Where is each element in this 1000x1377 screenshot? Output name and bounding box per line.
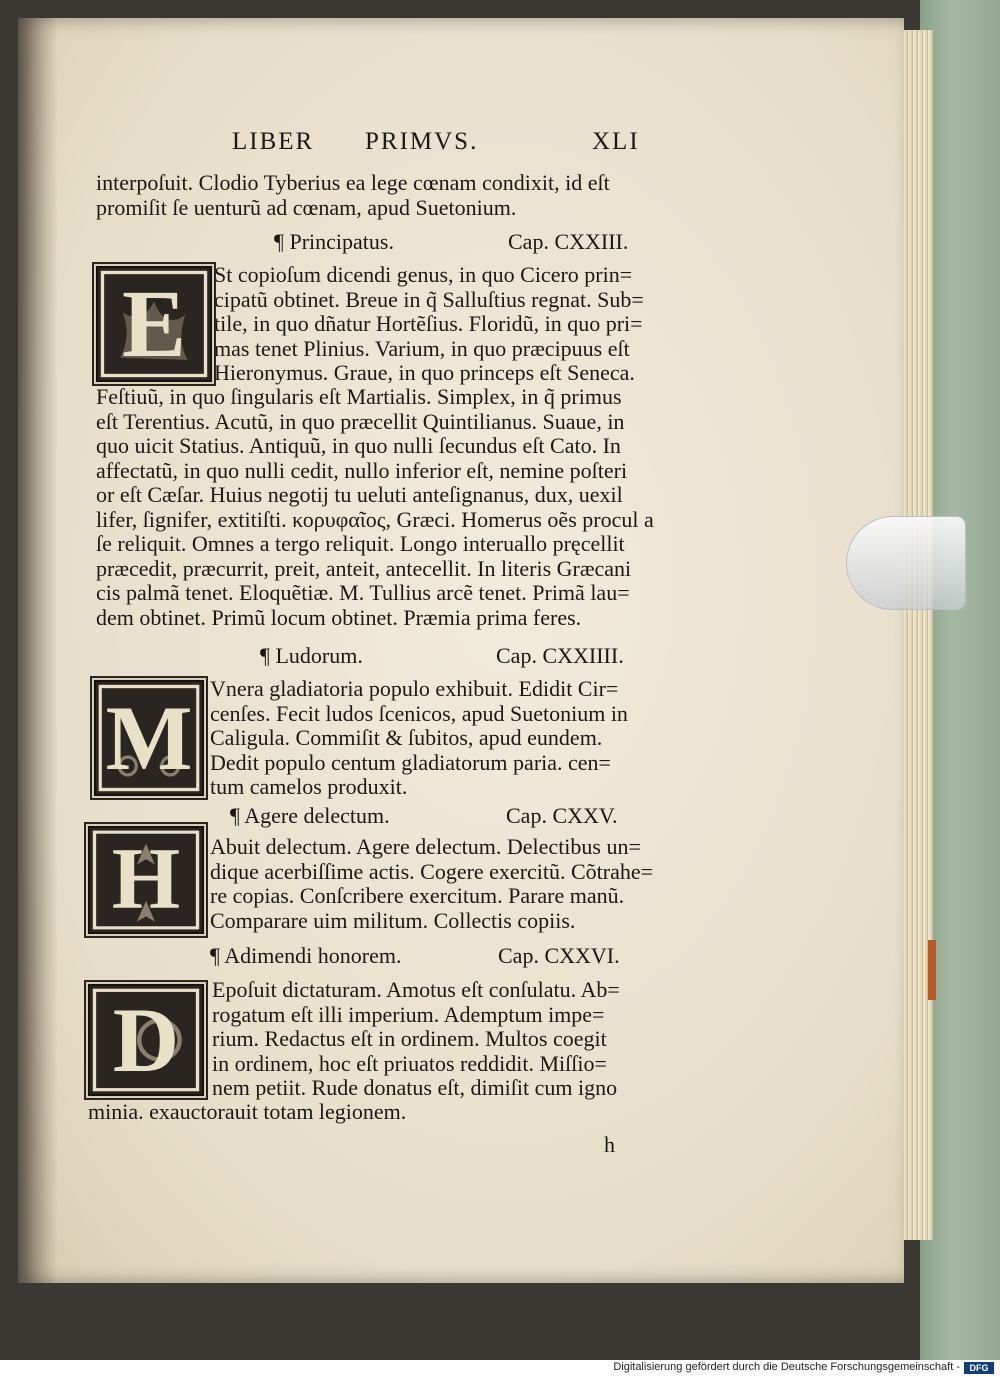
- chapter-number: Cap. CXXIII.: [508, 229, 629, 254]
- text-line: Comparare uim militum. Collectis copiis.: [210, 907, 576, 933]
- text-line: Hieronymus. Graue, in quo princeps eſt Seneca.: [214, 360, 635, 385]
- chapter-number: Cap. CXXV.: [506, 803, 618, 828]
- text-line: minia. exauctorauit totam legionem.: [88, 1099, 407, 1124]
- woodcut-initial-h-icon: [88, 826, 204, 934]
- page-clip-icon: [846, 516, 966, 610]
- bookmark-tab: [928, 940, 936, 1000]
- text-line: Epoſuit dictaturam. Amotus eſt conſulatu. Ab=: [212, 977, 620, 1002]
- initial-letter: D: [112, 989, 180, 1091]
- paragraph-adimendi: [88, 1100, 406, 1125]
- paragraph-principatus: [96, 385, 654, 630]
- paragraph-adimendi-indented: [212, 978, 620, 1101]
- text-line: præcedit, præcurrit, preit, anteit, antecellit. In literis Græcani: [96, 555, 632, 581]
- text-line: eſt Terentius. Acutũ, in quo præcellit Quintilianus. Suaue, in: [96, 408, 625, 434]
- funding-credit: Digitalisierung gefördert durch die Deutsche Forschungsgemeinschaft -: [613, 1361, 960, 1373]
- page-gutter-shadow: [18, 18, 58, 1283]
- text-line: rium. Redactus eſt in ordinem. Multos coegit: [212, 1026, 607, 1051]
- section-title: ¶ Agere delectum.: [230, 803, 390, 828]
- chapter-number: Cap. CXXIIII.: [496, 643, 624, 668]
- text-line: or eſt Cæſar. Huius negotij tu ueluti anteſignanus, dux, uexil: [96, 482, 623, 507]
- section-title: ¶ Principatus.: [274, 229, 394, 254]
- text-line: Caligula. Commiſit & ſubitos, apud eundem.: [210, 725, 603, 750]
- text-line: quo uicit Statius. Antiquũ, in quo nulli ſecundus eſt Cato. In: [96, 433, 621, 458]
- paragraph-agere-delectum: [210, 835, 653, 933]
- intro-paragraph: [96, 171, 610, 220]
- initial-letter: H: [111, 831, 181, 928]
- text-line: Dedit populo centum gladiatorum paria. cen=: [210, 749, 611, 775]
- initial-letter: M: [105, 687, 193, 789]
- signature-mark: h: [604, 1132, 615, 1157]
- section-title: ¶ Ludorum.: [260, 643, 363, 668]
- text-line: ſe reliquit. Omnes a tergo reliquit. Longo interuallo pręcellit: [96, 531, 625, 556]
- text-line: tile, in quo dñatur Hortẽſius. Floridũ, in quo pri=: [214, 311, 643, 336]
- woodcut-initial-m-icon: [94, 680, 204, 796]
- section-heading: [230, 803, 670, 831]
- text-line: nem petiit. Rude donatus eſt, dimiſit cum igno: [212, 1075, 618, 1100]
- text-line: dique acerbiſſime actis. Cogere exercitũ. Cõtrahe=: [210, 858, 654, 884]
- text-line: in ordinem, hoc eſt priuatos reddidit. Miſſio=: [212, 1050, 607, 1076]
- initial-letter: E: [121, 270, 187, 377]
- chapter-number: Cap. CXXVI.: [498, 943, 620, 968]
- text-line: mas tenet Plinius. Varium, in quo præcipuus eſt: [214, 335, 630, 361]
- section-heading: [260, 643, 660, 671]
- woodcut-initial-d-icon: [88, 984, 204, 1096]
- text-line: tum camelos produxit.: [210, 774, 408, 799]
- section-title: ¶ Adimendi honorem.: [210, 943, 402, 968]
- running-header: [232, 128, 662, 158]
- text-line: interpoſuit. Clodio Tyberius ea lege cœnam condixit, id eſt: [96, 170, 610, 195]
- text-line: cenſes. Fecit ludos ſcenicos, apud Suetonium in: [210, 700, 628, 726]
- text-line: cis palmã tenet. Eloquẽtiæ. M. Tullius arcẽ tenet. Primã lau=: [96, 580, 630, 605]
- section-heading: [274, 229, 674, 257]
- text-line: Feſtiuũ, in quo ſingularis eſt Martialis. Simplex, in q̃ primus: [96, 384, 622, 409]
- folio-number: XLI: [592, 128, 640, 155]
- text-line: promiſit ſe uenturũ ad cœnam, apud Suetonium.: [96, 194, 517, 220]
- text-line: Vnera gladiatoria populo exhibuit. Edidit Cir=: [210, 676, 619, 701]
- text-line: St copioſum dicendi genus, in quo Cicero prin=: [214, 262, 633, 287]
- dfg-logo-icon: DFG: [964, 1362, 994, 1374]
- text-line: affectatũ, in quo nulli cedit, nullo inferior eſt, nemine poſteri: [96, 457, 628, 483]
- text-line: re copias. Conſcribere exercitum. Parare manũ.: [210, 883, 625, 908]
- text-line: Abuit delectum. Agere delectum. Delectibus un=: [210, 834, 641, 859]
- text-line: lifer, ſignifer, extitiſti. κορυφαῖος, Græci. Homerus oẽs procul a: [96, 506, 654, 532]
- header-primus: PRIMVS.: [365, 128, 479, 155]
- paragraph-principatus-indented: [214, 263, 644, 386]
- text-line: rogatum eſt illi imperium. Ademptum impe=: [212, 1001, 605, 1027]
- text-line: cipatũ obtinet. Breue in q̃ Salluſtius regnat. Sub=: [214, 286, 644, 312]
- paragraph-ludorum: [210, 677, 628, 800]
- section-heading: [210, 943, 670, 971]
- digitization-footer: [0, 1360, 1000, 1377]
- woodcut-initial-e-icon: [96, 266, 212, 382]
- header-liber: LIBER: [232, 128, 315, 155]
- text-line: dem obtinet. Primũ locum obtinet. Præmia prima feres.: [96, 604, 582, 630]
